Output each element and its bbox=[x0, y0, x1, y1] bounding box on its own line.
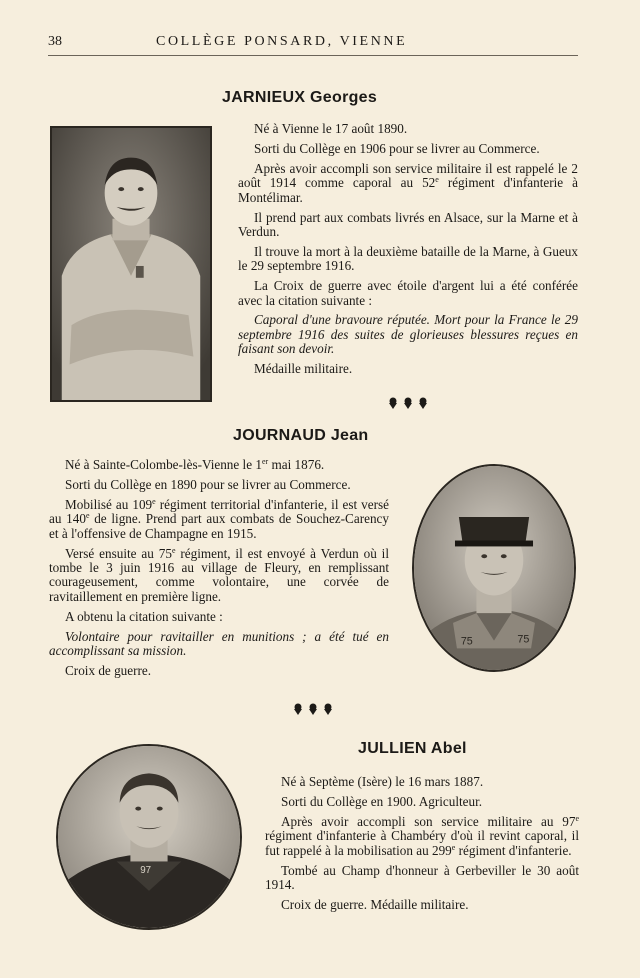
portrait-jullien bbox=[56, 744, 242, 930]
entry-name-journaud: JOURNAUD Jean bbox=[233, 427, 369, 444]
portrait-journaud bbox=[412, 464, 576, 672]
header-rule bbox=[48, 55, 578, 56]
paragraph: Sorti du Collège en 1906 pour se livrer au Commerce. bbox=[254, 140, 540, 156]
paragraph bbox=[49, 458, 389, 472]
paragraph: Sorti du Collège en 1890 pour se livrer au Commerce. bbox=[65, 476, 351, 492]
section-ornament bbox=[386, 396, 430, 410]
page-number: 38 bbox=[48, 34, 62, 49]
paragraph: La Croix de guerre avec étoile d'argent lui a été conférée avec la citation suivante : bbox=[238, 278, 578, 308]
birth-prefix: Né à Sainte-Colombe-lès-Vienne le 1er mai 1876. bbox=[65, 457, 325, 472]
paragraph: Il trouve la mort à la deuxième bataille de la Marne, à Gueux le 29 septembre 1916. bbox=[238, 243, 578, 274]
citation: Volontaire pour ravitailler en munitions ; a été tué en accomplissant sa mission. bbox=[49, 628, 389, 658]
portrait-jarnieux bbox=[50, 126, 212, 402]
running-head bbox=[48, 34, 578, 52]
section-ornament bbox=[291, 702, 335, 716]
entry-text-journaud bbox=[49, 458, 389, 684]
portrait-journaud-image bbox=[414, 466, 574, 670]
entry-name-jullien: JULLIEN Abel bbox=[358, 740, 467, 757]
paragraph: Après avoir accompli son service militaire il est rappelé le 2 août 1914 comme caporal au 52e régiment d'infanterie à Montélimar. bbox=[238, 160, 578, 205]
collar-number: 97 bbox=[140, 865, 152, 877]
running-title: COLLÈGE PONSARD, VIENNE bbox=[156, 34, 408, 49]
entry-name-jarnieux: JARNIEUX Georges bbox=[222, 89, 378, 106]
portrait-jullien-image bbox=[58, 746, 240, 928]
paragraph: A obtenu la citation suivante : bbox=[65, 608, 223, 624]
paragraph: Après avoir accompli son service militaire au 97e régiment d'infanterie à Chambéry d'où il revint caporal, il fut rappelé à la mobilisation au 299e régiment d'infanterie. bbox=[265, 813, 579, 858]
paragraph: Mobilisé au 109e régiment territorial d'infanterie, il est versé au 140e de ligne. Prend part aux combats de Souchez-Carency et à l'offensive de Champagne en 1915. bbox=[49, 496, 389, 541]
paragraph: Né à Septème (Isère) le 16 mars 1887. bbox=[281, 774, 484, 789]
citation: Caporal d'une bravoure réputée. Mort pour la France le 29 septembre 1916 des suites de glorieuses blessures reçues en faisant son devoir. bbox=[238, 312, 578, 357]
entry-text-jarnieux bbox=[238, 122, 578, 382]
entry-text-jullien bbox=[265, 775, 579, 918]
decoration: Croix de guerre. bbox=[65, 662, 152, 678]
paragraph: Sorti du Collège en 1900. Agriculteur. bbox=[281, 793, 483, 809]
paragraph: Croix de guerre. Médaille militaire. bbox=[281, 896, 469, 912]
portrait-jarnieux-image bbox=[52, 128, 210, 400]
decoration: Médaille militaire. bbox=[254, 361, 353, 377]
collar-number-right: 75 bbox=[517, 633, 530, 646]
paragraph: Il prend part aux combats livrés en Alsace, sur la Marne et à Verdun. bbox=[238, 209, 578, 239]
paragraph: Tombé au Champ d'honneur à Gerbeviller le 30 août 1914. bbox=[265, 862, 579, 892]
paragraph: Versé ensuite au 75e régiment, il est envoyé à Verdun où il tombe le 3 juin 1916 au village de Fleury, en remplissant courageusement, comme volontaire, une corvée de ravitaillement en première ligne. bbox=[49, 545, 389, 604]
paragraph: Né à Vienne le 17 août 1890. bbox=[254, 121, 408, 136]
collar-number-left: 75 bbox=[460, 635, 473, 648]
